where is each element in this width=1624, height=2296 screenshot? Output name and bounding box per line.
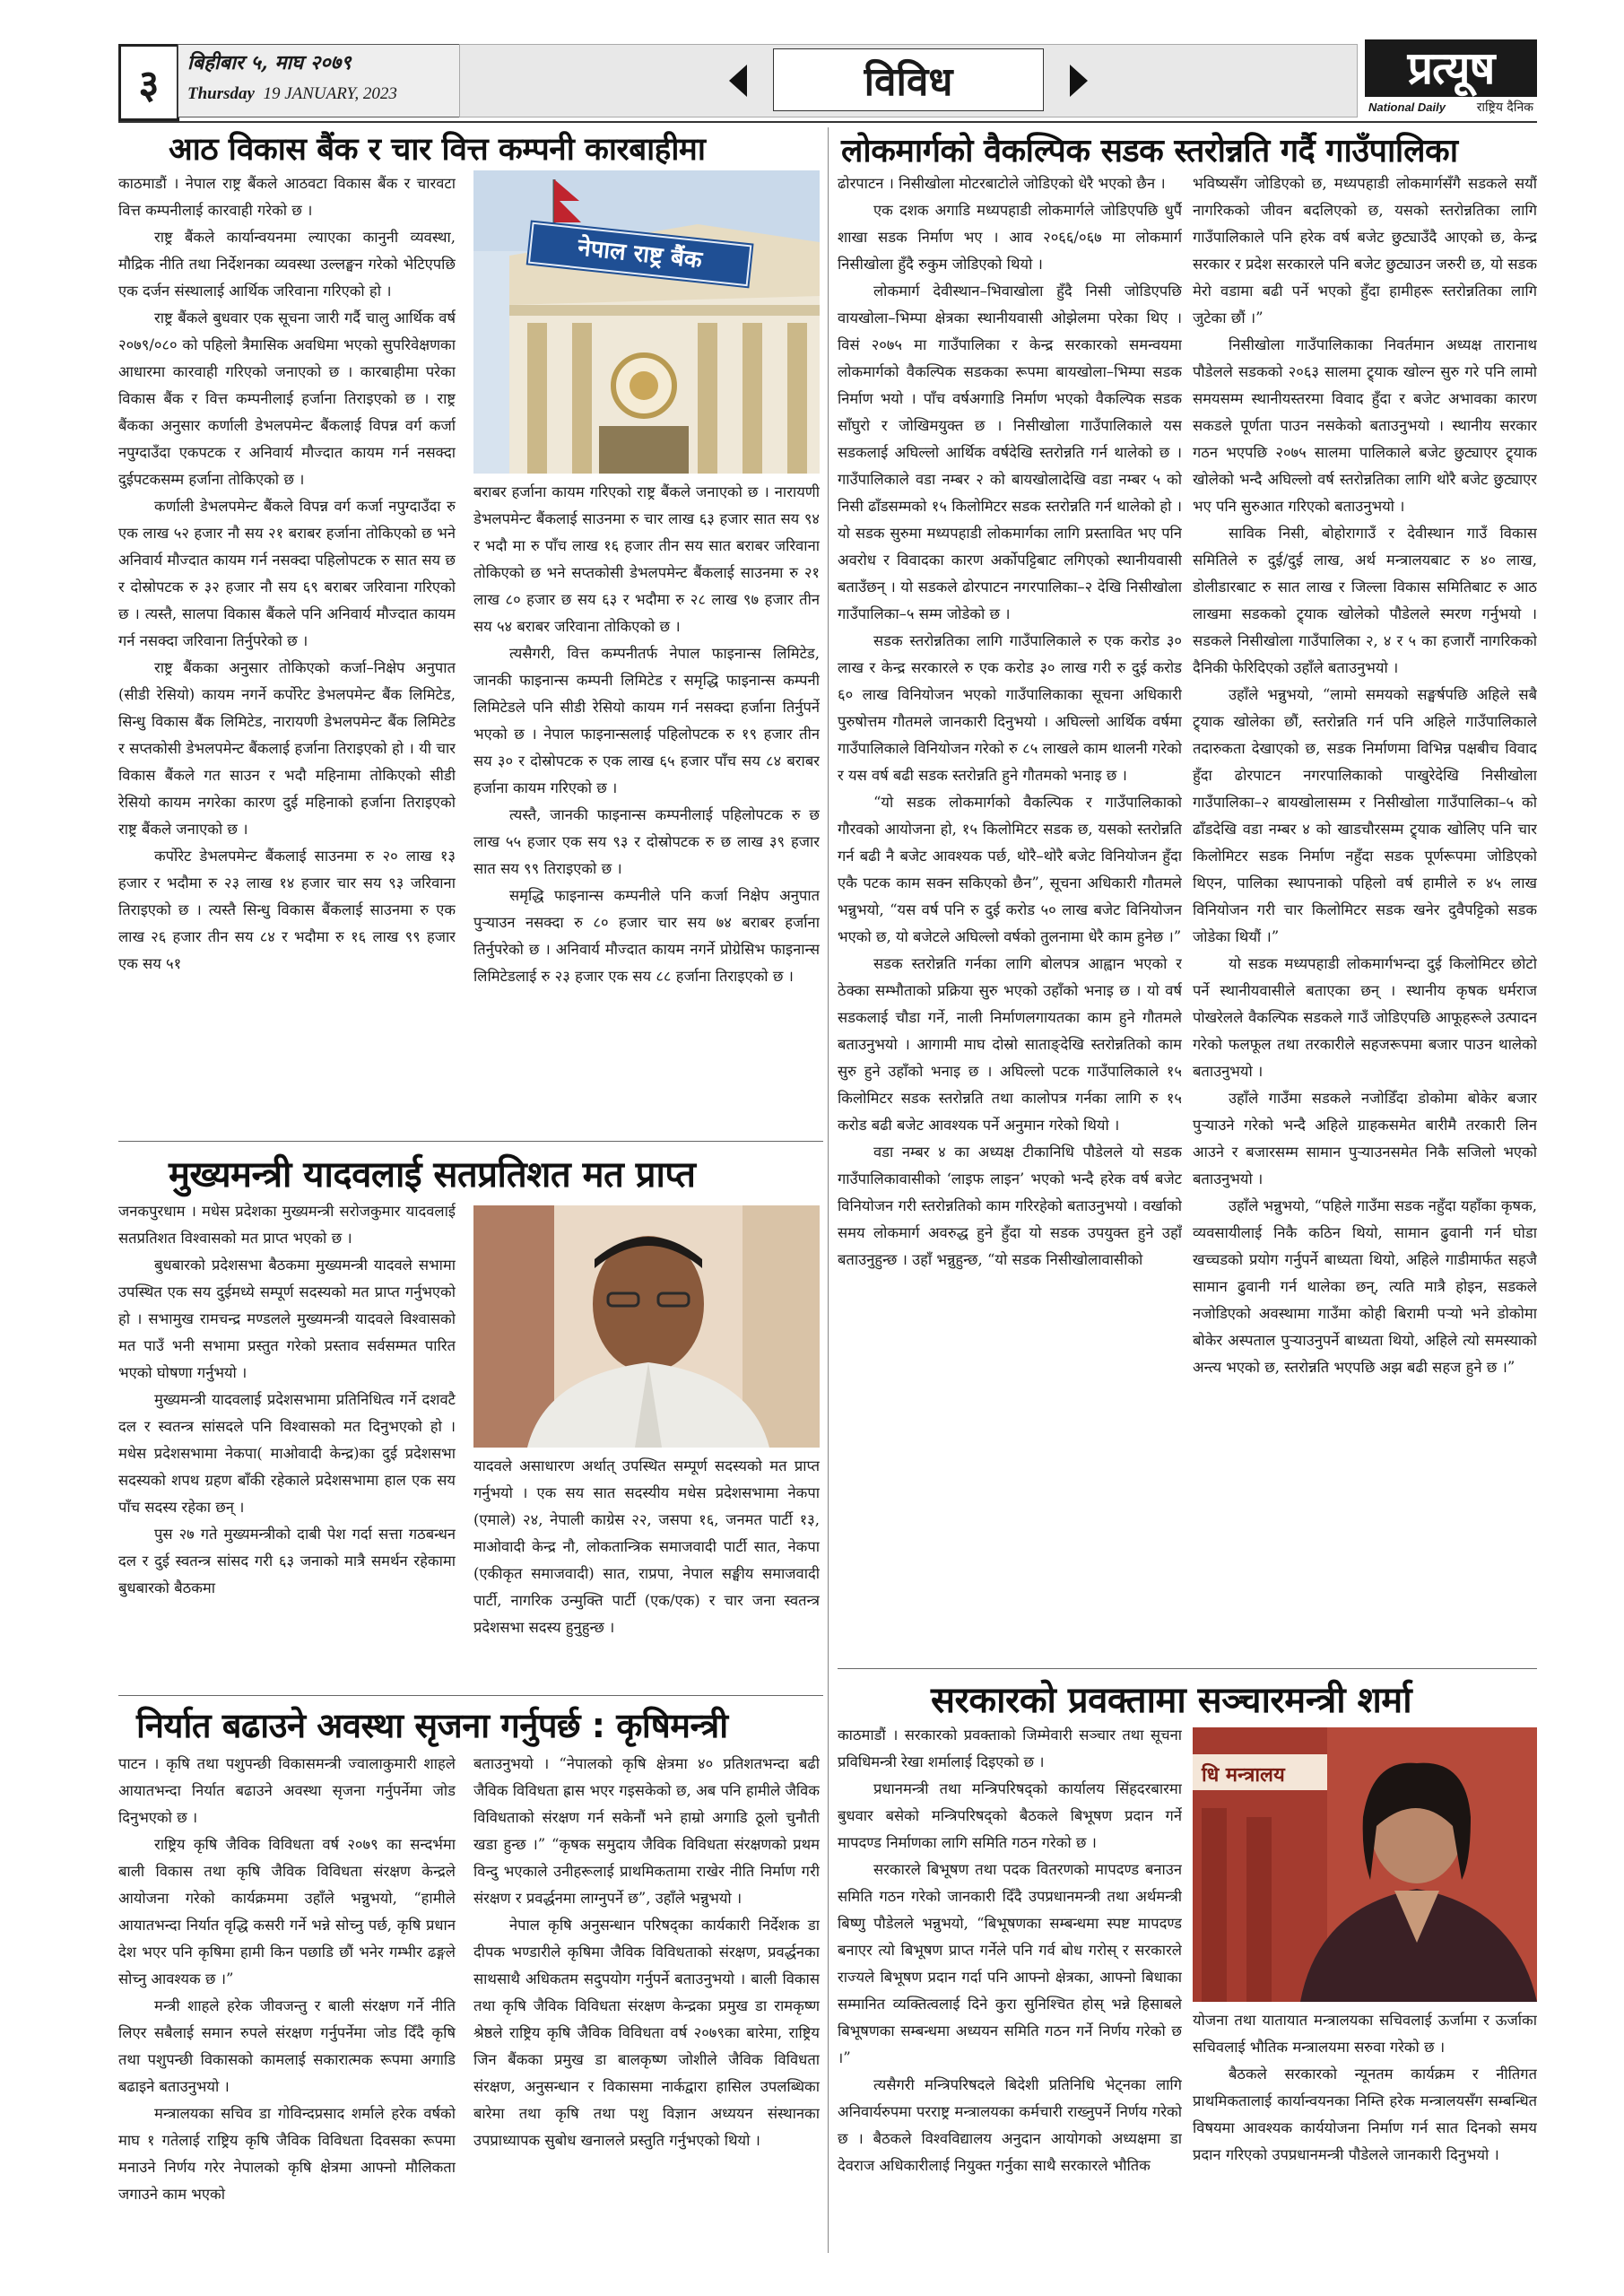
chief-minister-headline: मुख्यमन्त्री यादवलाई सतप्रतिशत मत प्राप्त: [169, 1154, 696, 1196]
chief-minister-col1: [118, 1198, 456, 1692]
paragraph: उहाँले गाउँमा सडकले नजोडिँदा डोकोमा बोकेर बजार पुऱ्याउने गरेको भन्दै अहिले ग्राहकसमेत बारीमै तरकारी लिन आउने र बजारसम्म सामान पुऱ्याउनसमेत निकै सजिलो भएको बताउनुभयो ।: [1193, 1090, 1537, 1187]
paragraph: उहाँले भन्नुभयो, “लामो समयको सङ्घर्षपछि अहिले सबै ट्र्याक खोलेका छौं, स्तरोन्नति गर्न पनि अहिले गाउँपालिकाले तदारुकता देखाएको छ, सडक निर्माणमा विभिन्न पक्षबीच विवाद हुँदा ढोरपाटन नगरपालिकाको पाखुरेदेखि निसीखोला गाउँपालिका–२ बायखोलासम्म र निसीखोला गाउँपालिका–५ को ढाँडदेखि वडा नम्बर ४ को खाडचौरसम्म ट्र्याक खोलिए पनि चार किलोमिटर सडक निर्माण नहुँदा सडक पूर्णरूपमा जोडिएको थिएन, पालिका स्थापनाको पहिलो वर्ष हामीले रु ४५ लाख विनियोजन गरी चार किलोमिटर सडक खनेर दुवैपट्टिको सडक जोडेका थियौं ।”: [1193, 686, 1537, 945]
divider: [118, 1141, 823, 1142]
paragraph: लोकमार्ग देवीस्थान–भिवाखोला हुँदै निसी जोडिएपछि वायखोला–भिम्पा क्षेत्रका स्थानीयवासी ओझेलमा परेका थिए । विसं २०७५ मा गाउँपालिका र केन्द्र सरकारको समन्वयमा लोकमार्गको वैकल्पिक सडकका रूपमा बायखोला–भिम्पा सडक निर्माण भयो । पाँच वर्षअगाडि निर्माण भएको वैकल्पिक सडक साँघुरो र जोखिमयुक्त छ । निसीखोला गाउँपालिकाले यस सडकलाई अघिल्लो आर्थिक वर्षदेखि स्तरोन्नति गर्न थालेको छ । गाउँपालिकाले वडा नम्बर २ को बायखोलादेखि वडा नम्बर ५ को निसी ढाँडसम्मको १५ किलोमिटर सडक स्तरोन्नति गर्न थालेको हो । यो सडक सुरुमा मध्यपहाडी लोकमार्गका लागि प्रस्तावित भए पनि अवरोध र विवादका कारण अर्कोपट्टिबाट लगिएको स्थानीयवासी बताउँछन् । यो सडकले ढोरपाटन नगरपालिका–२ देखि निसीखोला गाउँपालिका–५ सम्म जोडेको छ ।: [838, 283, 1182, 622]
paragraph: बुधबारको प्रदेशसभा बैठकमा मुख्यमन्त्री यादवले सभामा उपस्थित एक सय दुईमध्ये सम्पूर्ण सदस्यको मत प्राप्त गर्नुभएको हो । सभामुख रामचन्द्र मण्डलले मुख्यमन्त्री यादवले विश्वासको मत पाउँ भनी सभामा प्रस्तुत गरेको प्रस्ताव सर्वसम्मत पारित भएको घोषणा गर्नुभयो ।: [118, 1257, 456, 1381]
paragraph: यो सडक मध्यपहाडी लोकमार्गभन्दा दुई किलोमिटर छोटो पर्ने स्थानीयवासीले बताएका छन् । स्थानीय कृषक धर्मराज पोखरेलले वैकल्पिक सडकले गाउँ जोडिएपछि आफूहरूले उत्पादन गरेको फलफूल तथा तरकारीले सहजरूपमा बजार पाउन थालेको बताउनुभयो ।: [1193, 955, 1537, 1080]
date-box: [178, 44, 461, 117]
divider: [838, 1668, 1537, 1669]
paragraph: योजना तथा यातायात मन्त्रालयका सचिवलाई ऊर्जामा र ऊर्जाका सचिवलाई भौतिक मन्त्रालयमा सरुवा गरेको छ ।: [1193, 2012, 1537, 2056]
masthead: [118, 39, 1537, 124]
paragraph: साविक निसी, बोहोरागाउँ र देवीस्थान गाउँ विकास समितिले रु दुई/दुई लाख, अर्थ मन्त्रालयबाट रु ४० लाख, डोलीडारबाट रु सात लाख र जिल्ला विकास समितिबाट रु आठ लाखमा सडकको ट्र्याक खोलेको पौडेलले स्मरण गर्नुभयो । सडकले निसीखोला गाउँपालिका २, ४ र ५ का हजारौं नागरिकको दैनिकी फेरिदिएको उहाँले बताउनुभयो ।: [1193, 525, 1537, 676]
bank-sign-text: नेपाल राष्ट्र बैंक: [576, 234, 704, 274]
paragraph: जनकपुरधाम । मधेस प्रदेशका मुख्यमन्त्री सरोजकुमार यादवलाई सतप्रतिशत विश्वासको मत प्राप्त भएको छ ।: [118, 1203, 456, 1247]
chief-minister-col2: [473, 1453, 820, 1692]
paragraph: मन्त्री शाहले हरेक जीवजन्तु र बाली संरक्षण गर्ने नीति लिएर सबैलाई समान रुपले संरक्षण गर्नुपर्नेमा जोड दिँदै कृषि तथा पशुपन्छी विकासको कामलाई सकारात्मक रूपमा अगाडि बढाइने बताउनुभयो ।: [118, 1997, 456, 2095]
minister-col1: [838, 1722, 1182, 2253]
portrait-image: [473, 1205, 820, 1448]
paragraph: वडा नम्बर ४ का अध्यक्ष टीकानिधि पौडेलले यो सडक गाउँपालिकावासीको ‘लाइफ लाइन’ भएको भन्दै हरेक वर्ष बजेट विनियोजन गरी स्तरोन्नतिको काम गरिरहेको बताउनुभयो । वर्खाको समय लोकमार्ग अवरुद्ध हुने हुँदा यो सडक उपयुक्त हुने उहाँ बताउनुहुन्छ । उहाँ भन्नुहुन्छ, “यो सडक निसीखोलावासीको: [838, 1144, 1182, 1268]
paragraph: यादवले असाधारण अर्थात् उपस्थित सम्पूर्ण सदस्यको मत प्राप्त गर्नुभयो । एक सय सात सदस्यीय मधेस प्रदेशसभामा नेकपा (एमाले) २४, नेपाली काग्रेस २२, जसपा १६, जनमत पार्टी १३, माओवादी केन्द्र नौ, लोकतान्त्रिक समाजवादी पार्टी सात, नेकपा (एकीकृत समाजवादी) सात, राप्रपा, नेपाल सङ्घीय समाजवादी पार्टी, नागरिक उन्मुक्ति पार्टी (एक/एक) र चार जना स्वतन्त्र प्रदेशसभा सदस्य हुनुहुन्छ ।: [473, 1457, 820, 1636]
paragraph: मन्त्रालयका सचिव डा गोविन्दप्रसाद शर्माले हरेक वर्षको माघ १ गतेलाई राष्ट्रिय कृषि जैविक विविधता दिवसका रूपमा मनाउने निर्णय गरेर नेपालको कृषि क्षेत्रमा आफ्नो मौलिकता जगाउने काम भएको: [118, 2105, 456, 2203]
minister-photo: [1193, 1727, 1537, 2002]
road-col1: [838, 170, 1182, 1663]
paragraph: काठमाडौं । नेपाल राष्ट्र बैंकले आठवटा विकास बैंक र चारवटा वित्त कम्पनीलाई कारवाही गरेको छ ।: [118, 175, 456, 219]
logo-title: प्रत्यूष: [1365, 39, 1537, 97]
logo-subtitle-np: राष्ट्रिय दैनिक: [1476, 100, 1533, 115]
arrow-right-icon: [1070, 65, 1088, 97]
header-rule: [118, 121, 1537, 123]
agriculture-headline: निर्यात बढाउने अवस्था सृजना गर्नुपर्छ : कृषिमन्त्री: [136, 1706, 728, 1745]
bank-headline: आठ विकास बैंक र चार वित्त कम्पनी कारबाहीमा: [169, 132, 706, 168]
paragraph: नेपाल कृषि अनुसन्धान परिषद्का कार्यकारी निर्देशक डा दीपक भण्डारीले कृषिमा जैविक विविधताको संरक्षण, प्रवर्द्धनका साथसाथै अधिकतम सदुपयोग गर्नुपर्ने बताउनुभयो । बाली विकास तथा कृषि जैविक विविधता संरक्षण केन्द्रका प्रमुख डा रामकृष्ण श्रेष्ठले राष्ट्रिय कृषि जैविक विविधता वर्ष २०७९का बारेमा, राष्ट्रिय जिन बैंकका प्रमुख डा बालकृष्ण जोशीले जैविक विविधता संरक्षण, अनुसन्धान र विकासमा नार्कद्वारा हासिल उपलब्धिका बारेमा तथा कृषि तथा पशु विज्ञान अध्ययन संस्थानका उपप्राध्यापक सुबोध खनालले प्रस्तुति गर्नुभएको थियो ।: [473, 1917, 820, 2149]
date-english: [187, 84, 397, 104]
paragraph: राष्ट्र बैंकले कार्यान्वयनमा ल्याएका कानुनी व्यवस्था, मौद्रिक नीति तथा निर्देशनका व्यवस्था उल्लङ्घन गरेको भेटिएपछि एक दर्जन संस्थालाई आर्थिक जरिवाना गरिएको हो ।: [118, 229, 456, 300]
paragraph: निसीखोला गाउँपालिकाका निवर्तमान अध्यक्ष तारानाथ पौडेलले सडकको २०६३ सालमा ट्र्याक खोल्न सुरु गरे पनि लामो समयसम्म स्थानीयस्तरमा विवाद हुँदा र बजेट अभावका कारण सकडले पूर्णता पाउन नसकेको बताउनुभयो । स्थानीय सरकार गठन भएपछि २०७५ सालमा पालिकाले बजेट छुट्याएर ट्र्याक खोलेको भन्दै अघिल्लो वर्ष स्तरोन्नतिका लागि थोरै बजेट छुट्याएर भए पनि सुरुआत गरिएको बताउनुभयो ।: [1193, 336, 1537, 515]
paragraph: कर्णाली डेभलपमेन्ट बैंकले विपन्न वर्ग कर्जा नपुग्दाउँदा रु एक लाख ५२ हजार नौ सय २१ बराबर हर्जाना तोकिएको छ भने अनिवार्य मौज्दात कायम गर्न नसक्दा पहिलोपटक रु सात सय छ र दोस्रोपटक रु ३२ हजार नौ सय ६९ बराबर जरिवाना गरिएको छ । त्यस्तै, सालपा विकास बैंकले पनि अनिवार्य मौज्दात कायम गर्न नसक्दा जरिवाना तिर्नुपरेको छ ।: [118, 498, 456, 649]
paragraph: पुस २७ गते मुख्यमन्त्रीको दाबी पेश गर्दा सत्ता गठबन्धन दल र दुई स्वतन्त्र सांसद गरी ६३ जनाको मात्रै समर्थन रहेकामा बुधबारको बैठकमा: [118, 1526, 456, 1596]
paragraph: सरकारले बिभूषण तथा पदक वितरणको मापदण्ड बनाउन समिति गठन गरेको जानकारी दिँदै उपप्रधानमन्त्री तथा अर्थमन्त्री बिष्णु पौडेलले भन्नुभयो, “बिभूषणका सम्बन्धमा स्पष्ट मापदण्ड बनाएर त्यो बिभूषण प्राप्त गर्नेले पनि गर्व बोध गरोस् र सरकारले राज्यले बिभूषण प्रदान गर्दा पनि आफ्नो क्षेत्रका, आफ्नो बिधाका सम्मानित व्यक्तित्वलाई दिने कुरा सुनिश्चित होस् भन्ने हिसाबले बिभूषणका सम्बन्धमा अध्ययन समिति गठन गर्ने निर्णय गरेको छ ।”: [838, 1861, 1182, 2066]
chief-minister-photo: [473, 1205, 820, 1448]
paragraph: समृद्धि फाइनान्स कम्पनीले पनि कर्जा निक्षेप अनुपात पुऱ्याउन नसक्दा रु ८० हजार चार सय ७४ बराबर हर्जाना तिर्नुपरेको छ । अनिवार्य मौज्दात कायम नगर्ने प्रोग्रेसिभ फाइनान्स लिमिटेडलाई रु २३ हजार एक सय ८८ हर्जाना तिराइएको छ ।: [473, 887, 820, 985]
column-separator: [828, 127, 829, 2253]
paragraph: राष्ट्र बैंकका अनुसार तोकिएको कर्जा–निक्षेप अनुपात (सीडी रेसियो) कायम नगर्ने कर्पोरेट डेभलपमेन्ट बैंक लिमिटेड, सिन्धु विकास बैंक लिमिटेड, नारायणी डेभलपमेन्ट बैंक लिमिटेड र सप्तकोसी डेभलपमेन्ट बैंकलाई हर्जाना तिराइएको हो । यी चार विकास बैंकले गत साउन र भदौ महिनामा तोकिएको सीडी रेसियो कायम नगरेका कारण दुई महिनाको हर्जाना तिराइएको राष्ट्र बैंकले जनाएको छ ।: [118, 659, 456, 838]
bank-article-col2: [473, 479, 820, 1134]
paragraph: भविष्यसँग जोडिएको छ, मध्यपहाडी लोकमार्गसँगै सडकले सयौं नागरिकको जीवन बदलिएको छ, यसको स्तरोन्नतिका लागि गाउँपालिकाले पनि हरेक वर्ष बजेट छुट्याउँदै आएको छ, केन्द्र सरकार र प्रदेश सरकारले पनि बजेट छुट्याउन जरुरी छ, यो सडक मेरो वडामा बढी पर्ने भएको हुँदा हामीहरू स्तरोन्नतिका लागि जुटेका छौं ।”: [1193, 175, 1537, 326]
page-number: ३: [118, 44, 179, 121]
paragraph: त्यसैगरी, वित्त कम्पनीतर्फ नेपाल फाइनान्स लिमिटेड, जानकी फाइनान्स कम्पनी लिमिटेड र समृद्धि फाइनान्स कम्पनी लिमिटेडले पनि सीडी रेसियो कायम गर्न नसक्दा हर्जाना तिर्नुपर्ने भएको छ । नेपाल फाइनान्सलाई पहिलोपटक रु १९ हजार तीन सय ३० र दोस्रोपटक रु एक लाख ६५ हजार पाँच सय ८४ बराबर हर्जाना कायम गरिएको छ ।: [473, 645, 820, 796]
paragraph: त्यस्तै, जानकी फाइनान्स कम्पनीलाई पहिलोपटक रु छ लाख ५५ हजार एक सय ९३ र दोस्रोपटक रु छ लाख ३९ हजार सात सय ९९ तिराइएको छ ।: [473, 806, 820, 877]
paragraph: एक दशक अगाडि मध्यपहाडी लोकमार्गले जोडिएपछि धुर्पै शाखा सडक निर्माण भए । आव २०६६/०६७ मा लोकमार्ग निसीखोला हुँदै रुकुम जोडिएको थियो ।: [838, 202, 1182, 273]
agriculture-col1: [118, 1751, 456, 2253]
paragraph: कर्पोरेट डेभलपमेन्ट बैंकलाई साउनमा रु २० लाख १३ हजार र भदौमा रु २३ लाख १४ हजार चार सय ९३ जरिवाना तिराइएको छ । त्यस्तै सिन्धु विकास बैंकलाई साउनमा रु एक लाख २६ हजार तीन सय ८४ र भदौमा रु १६ लाख ९९ हजार एक सय ५१: [118, 848, 456, 972]
date-nepali: बिहीबार ५, माघ २०७९: [187, 51, 352, 74]
bank-building-photo: [473, 170, 820, 474]
paragraph: प्रधानमन्त्री तथा मन्त्रिपरिषद्को कार्यालय सिंहदरबारमा बुधवार बसेको मन्त्रिपरिषद्को बैठकले बिभूषण प्रदान गर्ने मापदण्ड निर्माणका लागि समिति गठन गरेको छ ।: [838, 1780, 1182, 1851]
minister-col2: [1193, 2007, 1537, 2253]
date-rest: 19 JANUARY, 2023: [263, 84, 397, 103]
date-day: Thursday: [187, 84, 255, 103]
minister-headline: सरकारको प्रवक्तामा सञ्चारमन्त्री शर्मा: [931, 1680, 1412, 1721]
ministry-sign-text: धि मन्त्रालय: [1202, 1764, 1285, 1787]
paragraph: राष्ट्र बैंकले बुधवार एक सूचना जारी गर्दै चालु आर्थिक वर्ष २०७९/०८० को पहिलो त्रैमासिक अवधिमा भएको सुपरिवेक्षणका आधारमा कारवाही गरिएको जनाएको छ । कारबाहीमा परेका विकास बैंक र वित्त कम्पनीलाई हर्जाना तिराइएको छ । राष्ट्र बैंकका अनुसार कर्णाली डेभलपमेन्ट बैंकलाई विपन्न वर्ग कर्जा नपुग्दाउँदा एकपटक र अनिवार्य मौज्दात कायम गर्न नसक्दा दुईपटकसम्म हर्जाना तोकिएको छ ।: [118, 309, 456, 488]
minister-portrait-image: [1193, 1727, 1537, 2002]
logo-subtitle-en: National Daily: [1368, 100, 1446, 114]
paragraph: पाटन । कृषि तथा पशुपन्छी विकासमन्त्री ज्वालाकुमारी शाहले आयातभन्दा निर्यात बढाउने अवस्था सृजना गर्नुपर्नेमा जोड दिनुभएको छ ।: [118, 1755, 456, 1826]
paragraph: त्यसैगरी मन्त्रिपरिषदले बिदेशी प्रतिनिधि भेट्नका लागि अनिवार्यरुपमा परराष्ट्र मन्त्रालयका कर्मचारी राख्नुपर्ने निर्णय गरेको छ । बैठकले विश्वविद्यालय अनुदान आयोगको अध्यक्षमा डा देवराज अधिकारीलाई नियुक्त गर्नुका साथै सरकारले भौतिक: [838, 2076, 1182, 2174]
paragraph: सडक स्तरोन्नति गर्नका लागि बोलपत्र आह्वान भएको र ठेक्का सम्भौताको प्रक्रिया सुरु भएको उहाँको भनाइ छ । यो वर्ष सडकलाई चौडा गर्ने, नाली निर्माणलगायतका काम हुने गौतमले बताउनुभयो । आगामी माघ दोस्रो साताङ्देखि स्तरोन्नतिको काम सुरु हुने उहाँको भनाइ छ । अघिल्लो पटक गाउँपालिकाले १५ किलोमिटर सडक स्तरोन्नति तथा कालोपत्र गर्नका लागि रु १५ करोड बढी बजेट आवश्यक पर्ने अनुमान गरेको थियो ।: [838, 955, 1182, 1134]
arrow-left-icon: [729, 65, 747, 97]
paragraph: ढोरपाटन । निसीखोला मोटरबाटोले जोडिएको धेरै भएको छैन ।: [838, 175, 1166, 192]
section-bar: [459, 44, 1358, 117]
newspaper-logo: [1365, 39, 1537, 120]
paragraph: बैठकले सरकारको न्यूनतम कार्यक्रम र नीतिगत प्राथमिकतालाई कार्यान्वयनका निम्ति हरेक मन्त्रालयसँग सम्बन्धित विषयमा आवश्यक कार्ययोजना निर्माण गर्न सात दिनको समय प्रदान गरिएको उपप्रधानमन्त्री पौडेलले जानकारी दिनुभयो ।: [1193, 2066, 1537, 2163]
road-col2: [1193, 170, 1537, 1663]
road-headline: लोकमार्गको वैकल्पिक सडक स्तरोन्नति गर्दै गाउँपालिका: [841, 133, 1458, 170]
paragraph: बताउनुभयो । “नेपालको कृषि क्षेत्रमा ४० प्रतिशतभन्दा बढी जैविक विविधता ह्रास भएर गइसकेको छ, अब पनि हामीले जैविक विविधताको संरक्षण गर्न सकेनौं भने हाम्रो अगाडि ठूलो चुनौती खडा हुन्छ ।” “कृषक समुदाय जैविक विविधता संरक्षणको प्रथम विन्दु भएकाले उनीहरूलाई प्राथमिकतामा राखेर नीति निर्माण गरी संरक्षण र प्रवर्द्धनमा लाग्नुपर्ने छ”, उहाँले भन्नुभयो ।: [473, 1755, 820, 1907]
paragraph: बराबर हर्जाना कायम गरिएको राष्ट्र बैंकले जनाएको छ । नारायणी डेभलपमेन्ट बैंकलाई साउनमा रु चार लाख ६३ हजार सात सय ९४ र भदौ मा रु पाँच लाख १६ हजार तीन सय सात बराबर जरिवाना तोकिएको छ भने सप्तकोसी डेभलपमेन्ट बैंकलाई साउनमा रु २१ लाख ८० हजार छ सय ६३ र भदौमा रु २८ लाख ९७ हजार तीन सय ५४ बराबर जरिवाना तोकिएको छ ।: [473, 483, 820, 635]
paragraph: सडक स्तरोन्नतिका लागि गाउँपालिकाले रु एक करोड ३० लाख र केन्द्र सरकारले रु एक करोड ३० लाख गरी रु दुई करोड ६० लाख विनियोजन भएको गाउँपालिकाका सूचना अधिकारी पुरुषोत्तम गौतमले जानकारी दिनुभयो । अघिल्लो आर्थिक वर्षमा गाउँपालिकाले विनियोजन गरेको रु ८५ लाखले काम थालनी गरेको र यस वर्ष बढी सडक स्तरोन्नति हुने गौतमको भनाइ छ ।: [838, 632, 1182, 784]
paragraph: काठमाडौं । सरकारको प्रवक्ताको जिम्मेवारी सञ्चार तथा सूचना प्रविधिमन्त्री रेखा शर्मालाई दिइएको छ ।: [838, 1726, 1182, 1770]
paragraph: मुख्यमन्त्री यादवलाई प्रदेशसभामा प्रतिनिधित्व गर्ने दशवटै दल र स्वतन्त्र सांसदले पनि विश्वासको मत दिनुभएको हो । मधेस प्रदेशसभामा नेकपा( माओवादी केन्द्र)का दुई प्रदेशसभा सदस्यको शपथ ग्रहण बाँकी रहेकाले प्रदेशसभामा हाल एक सय पाँच सदस्य रहेका छन् ।: [118, 1391, 456, 1516]
section-title: विविध: [773, 48, 1044, 111]
bank-article-col1: [118, 170, 456, 1134]
paragraph: राष्ट्रिय कृषि जैविक विविधता वर्ष २०७९ का सन्दर्भमा बाली विकास तथा कृषि जैविक विविधता संरक्षण केन्द्रले आयोजना गरेको कार्यक्रममा उहाँले भन्नुभयो, “हामीले आयातभन्दा निर्यात वृद्धि कसरी गर्ने भन्ने सोच्नु पर्छ, कृषि प्रधान देश भएर पनि कृषिमा हामी किन पछाडि छौं भनेर गम्भीर ढङ्गले सोच्नु आवश्यक छ ।”: [118, 1836, 456, 1987]
paragraph: उहाँले भन्नुभयो, “पहिले गाउँमा सडक नहुँदा यहाँका कृषक, व्यवसायीलाई निकै कठिन थियो, सामान ढुवानी गर्न घोडा खच्चडको प्रयोग गर्नुपर्ने बाध्यता थियो, अहिले गाडीमार्फत सहजै सामान ढुवानी गर्न थालेका छन्, त्यति मात्रै होइन, सडकले नजोडिएको अवस्थामा गाउँमा कोही बिरामी पऱ्यो भने डोकोमा बोकेर अस्पताल पुऱ्याउनुपर्ने बाध्यता थियो, अहिले त्यो समस्याको अन्त्य भएको छ, स्तरोन्नति भएपछि अझ बढी सहज हुने छ ।”: [1193, 1197, 1537, 1376]
nepal-rastra-bank-image: [473, 170, 820, 474]
agriculture-col2: [473, 1751, 820, 2253]
paragraph: “यो सडक लोकमार्गको वैकल्पिक र गाउँपालिकाको गौरवको आयोजना हो, १५ किलोमिटर सडक छ, यसको स्तरोन्नति गर्न बढी नै बजेट आवश्यक पर्छ, थोरै–थोरै बजेट विनियोजन हुँदा एकै पटक काम सक्न सकिएको छैन”, सूचना अधिकारी गौतमले भन्नुभयो, “यस वर्ष पनि रु दुई करोड ५० लाख बजेट विनियोजन भएको छ, यो बजेटले अघिल्लो वर्षको तुलनामा धेरै काम हुनेछ ।”: [838, 794, 1182, 945]
divider: [118, 1695, 823, 1696]
